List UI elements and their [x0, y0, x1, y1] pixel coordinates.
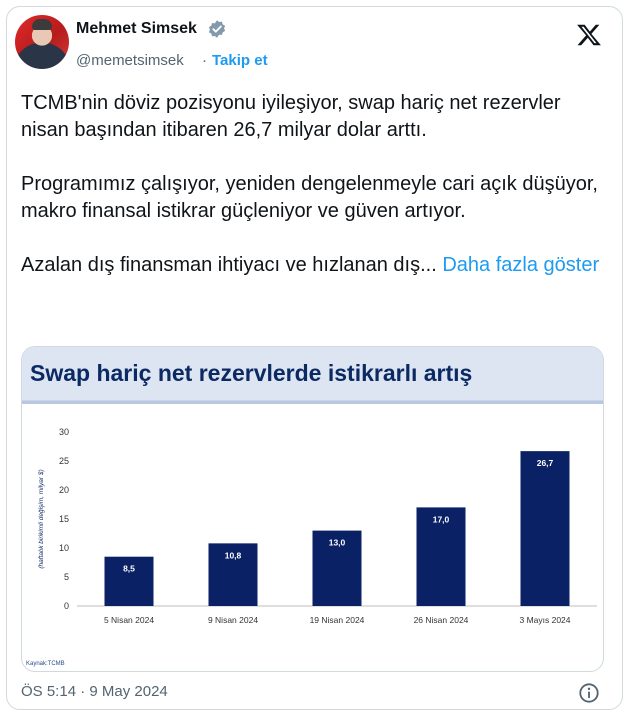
- author-handle[interactable]: @memetsimsek: [76, 52, 184, 69]
- y-tick-label: 0: [63, 601, 69, 611]
- bar-value-label: 13,0: [328, 537, 346, 548]
- bar-value-label: 17,0: [432, 514, 450, 525]
- author-name[interactable]: Mehmet Simsek: [76, 20, 197, 37]
- x-tick-label: 9 Nisan 2024: [207, 615, 259, 625]
- avatar[interactable]: [15, 15, 69, 69]
- bar-value-label: 10,8: [224, 550, 242, 561]
- tweet-paragraph: Programımız çalışıyor, yeniden dengelenmeyle cari açık düşüyor, makro finansal istikrar güçleniyor ve güven artıyor.: [21, 173, 598, 222]
- tweet-timestamp[interactable]: ÖS 5:14 · 9 May 2024: [21, 683, 168, 700]
- y-tick-label: 5: [63, 572, 69, 582]
- x-tick-label: 5 Nisan 2024: [103, 615, 155, 625]
- x-tick-label: 26 Nisan 2024: [413, 615, 469, 625]
- x-logo-icon[interactable]: [576, 22, 602, 48]
- y-tick-label: 20: [58, 485, 69, 495]
- tweet-image[interactable]: [21, 346, 604, 672]
- bar-value-label: 26,7: [536, 458, 554, 469]
- bar-value-label: 8,5: [123, 563, 135, 574]
- show-more-link[interactable]: Daha fazla göster: [442, 254, 600, 276]
- y-axis-label: (haftalık birikimli değişim, milyar $): [38, 469, 45, 569]
- x-tick-label: 3 Mayıs 2024: [519, 615, 571, 625]
- source-label: Kaynak:TCMB: [26, 661, 65, 667]
- y-tick-label: 10: [58, 543, 69, 553]
- bar: [521, 451, 570, 606]
- tweet-text: [21, 90, 611, 306]
- tweet-paragraph: TCMB'nin döviz pozisyonu iyileşiyor, swap hariç net rezervler nisan başından itibaren 26,7 milyar dolar arttı.: [21, 92, 561, 141]
- info-icon[interactable]: [578, 682, 600, 704]
- follow-button[interactable]: Takip et: [212, 52, 268, 69]
- x-tick-label: 19 Nisan 2024: [309, 615, 365, 625]
- y-tick-label: 15: [58, 514, 69, 524]
- separator-dot: ·: [202, 52, 207, 69]
- verified-badge-icon: [207, 19, 227, 39]
- tweet-paragraph: [21, 252, 611, 279]
- y-tick-label: 25: [58, 456, 69, 466]
- chart-title: Swap hariç net rezervlerde istikrarlı artış: [30, 360, 473, 386]
- bar-chart: [22, 347, 604, 672]
- y-tick-label: 30: [58, 427, 69, 437]
- tweet-truncated-text: Azalan dış finansman ihtiyacı ve hızlanan dış...: [21, 254, 437, 276]
